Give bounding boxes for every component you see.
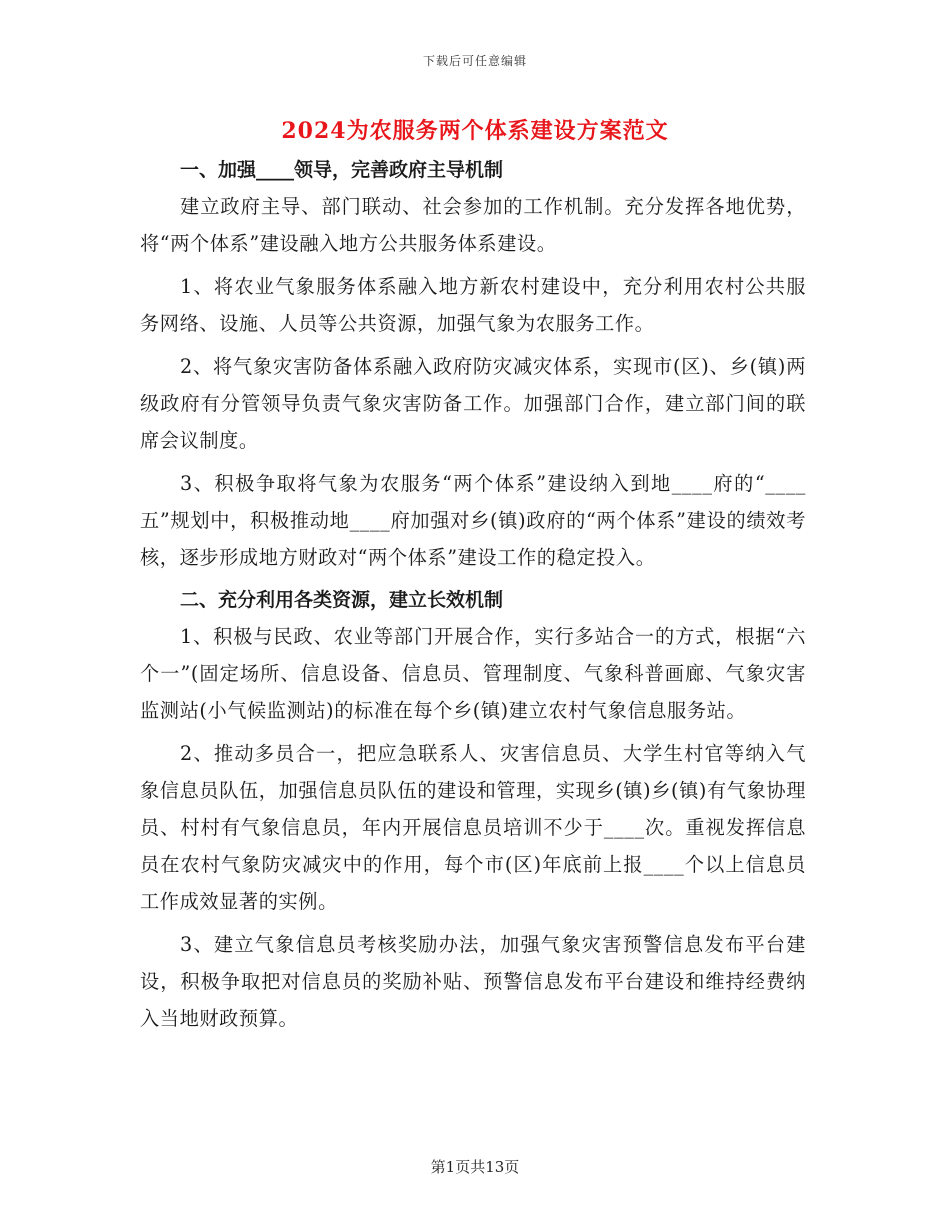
section-1 — [140, 152, 806, 576]
document-body — [140, 152, 806, 1037]
paragraph: 3、积极争取将气象为农服务“两个体系”建设纳入到地____府的“____五”规划中，积极推动地____府加强对乡(镇)政府的“两个体系”建设的绩效考核，逐步形成地方财政对“两个体系”建设工作的稳定投入。 — [140, 472, 806, 569]
paragraph: 1、积极与民政、农业等部门开展合作，实行多站合一的方式，根据“六个一”(固定场所、信息设备、信息员、管理制度、气象科普画廊、气象灾害监测站(小气候监测站)的标准在每个乡(镇)建立农村气象信息服务站。 — [140, 625, 806, 722]
paragraph: 1、将农业气象服务体系融入地方新农村建设中，充分利用农村公共服务网络、设施、人员等公共资源，加强气象为农服务工作。 — [140, 275, 806, 335]
section-2 — [140, 582, 806, 1037]
paragraph: 2、推动多员合一，把应急联系人、灾害信息员、大学生村官等纳入气象信息员队伍，加强信息员队伍的建设和管理，实现乡(镇)乡(镇)有气象协理员、村村有气象信息员，年内开展信息员培训不少于____次。重视发挥信息员在农村气象防灾减灾中的作用，每个市(区)年底前上报____个以上信息员工作成效显著的实例。 — [140, 742, 806, 913]
paragraph: 3、建立气象信息员考核奖励办法，加强气象灾害预警信息发布平台建设，积极争取把对信息员的奖励补贴、预警信息发布平台建设和维持经费纳入当地财政预算。 — [140, 933, 806, 1030]
page-number: 第1页共13页 — [430, 1158, 520, 1176]
page-header: 下载后可任意编辑 — [422, 54, 527, 68]
document-title: 2024为农服务两个体系建设方案范文 — [281, 118, 669, 144]
section-heading: 一、加强____领导，完善政府主导机制 — [180, 159, 504, 181]
section-heading: 二、充分利用各类资源，建立长效机制 — [180, 589, 504, 611]
paragraph: 2、将气象灾害防备体系融入政府防灾减灾体系，实现市(区)、乡(镇)两级政府有分管领导负责气象灾害防备工作。加强部门合作，建立部门间的联席会议制度。 — [140, 355, 806, 452]
paragraph: 建立政府主导、部门联动、社会参加的工作机制。充分发挥各地优势，将“两个体系”建设融入地方公共服务体系建设。 — [140, 195, 806, 255]
